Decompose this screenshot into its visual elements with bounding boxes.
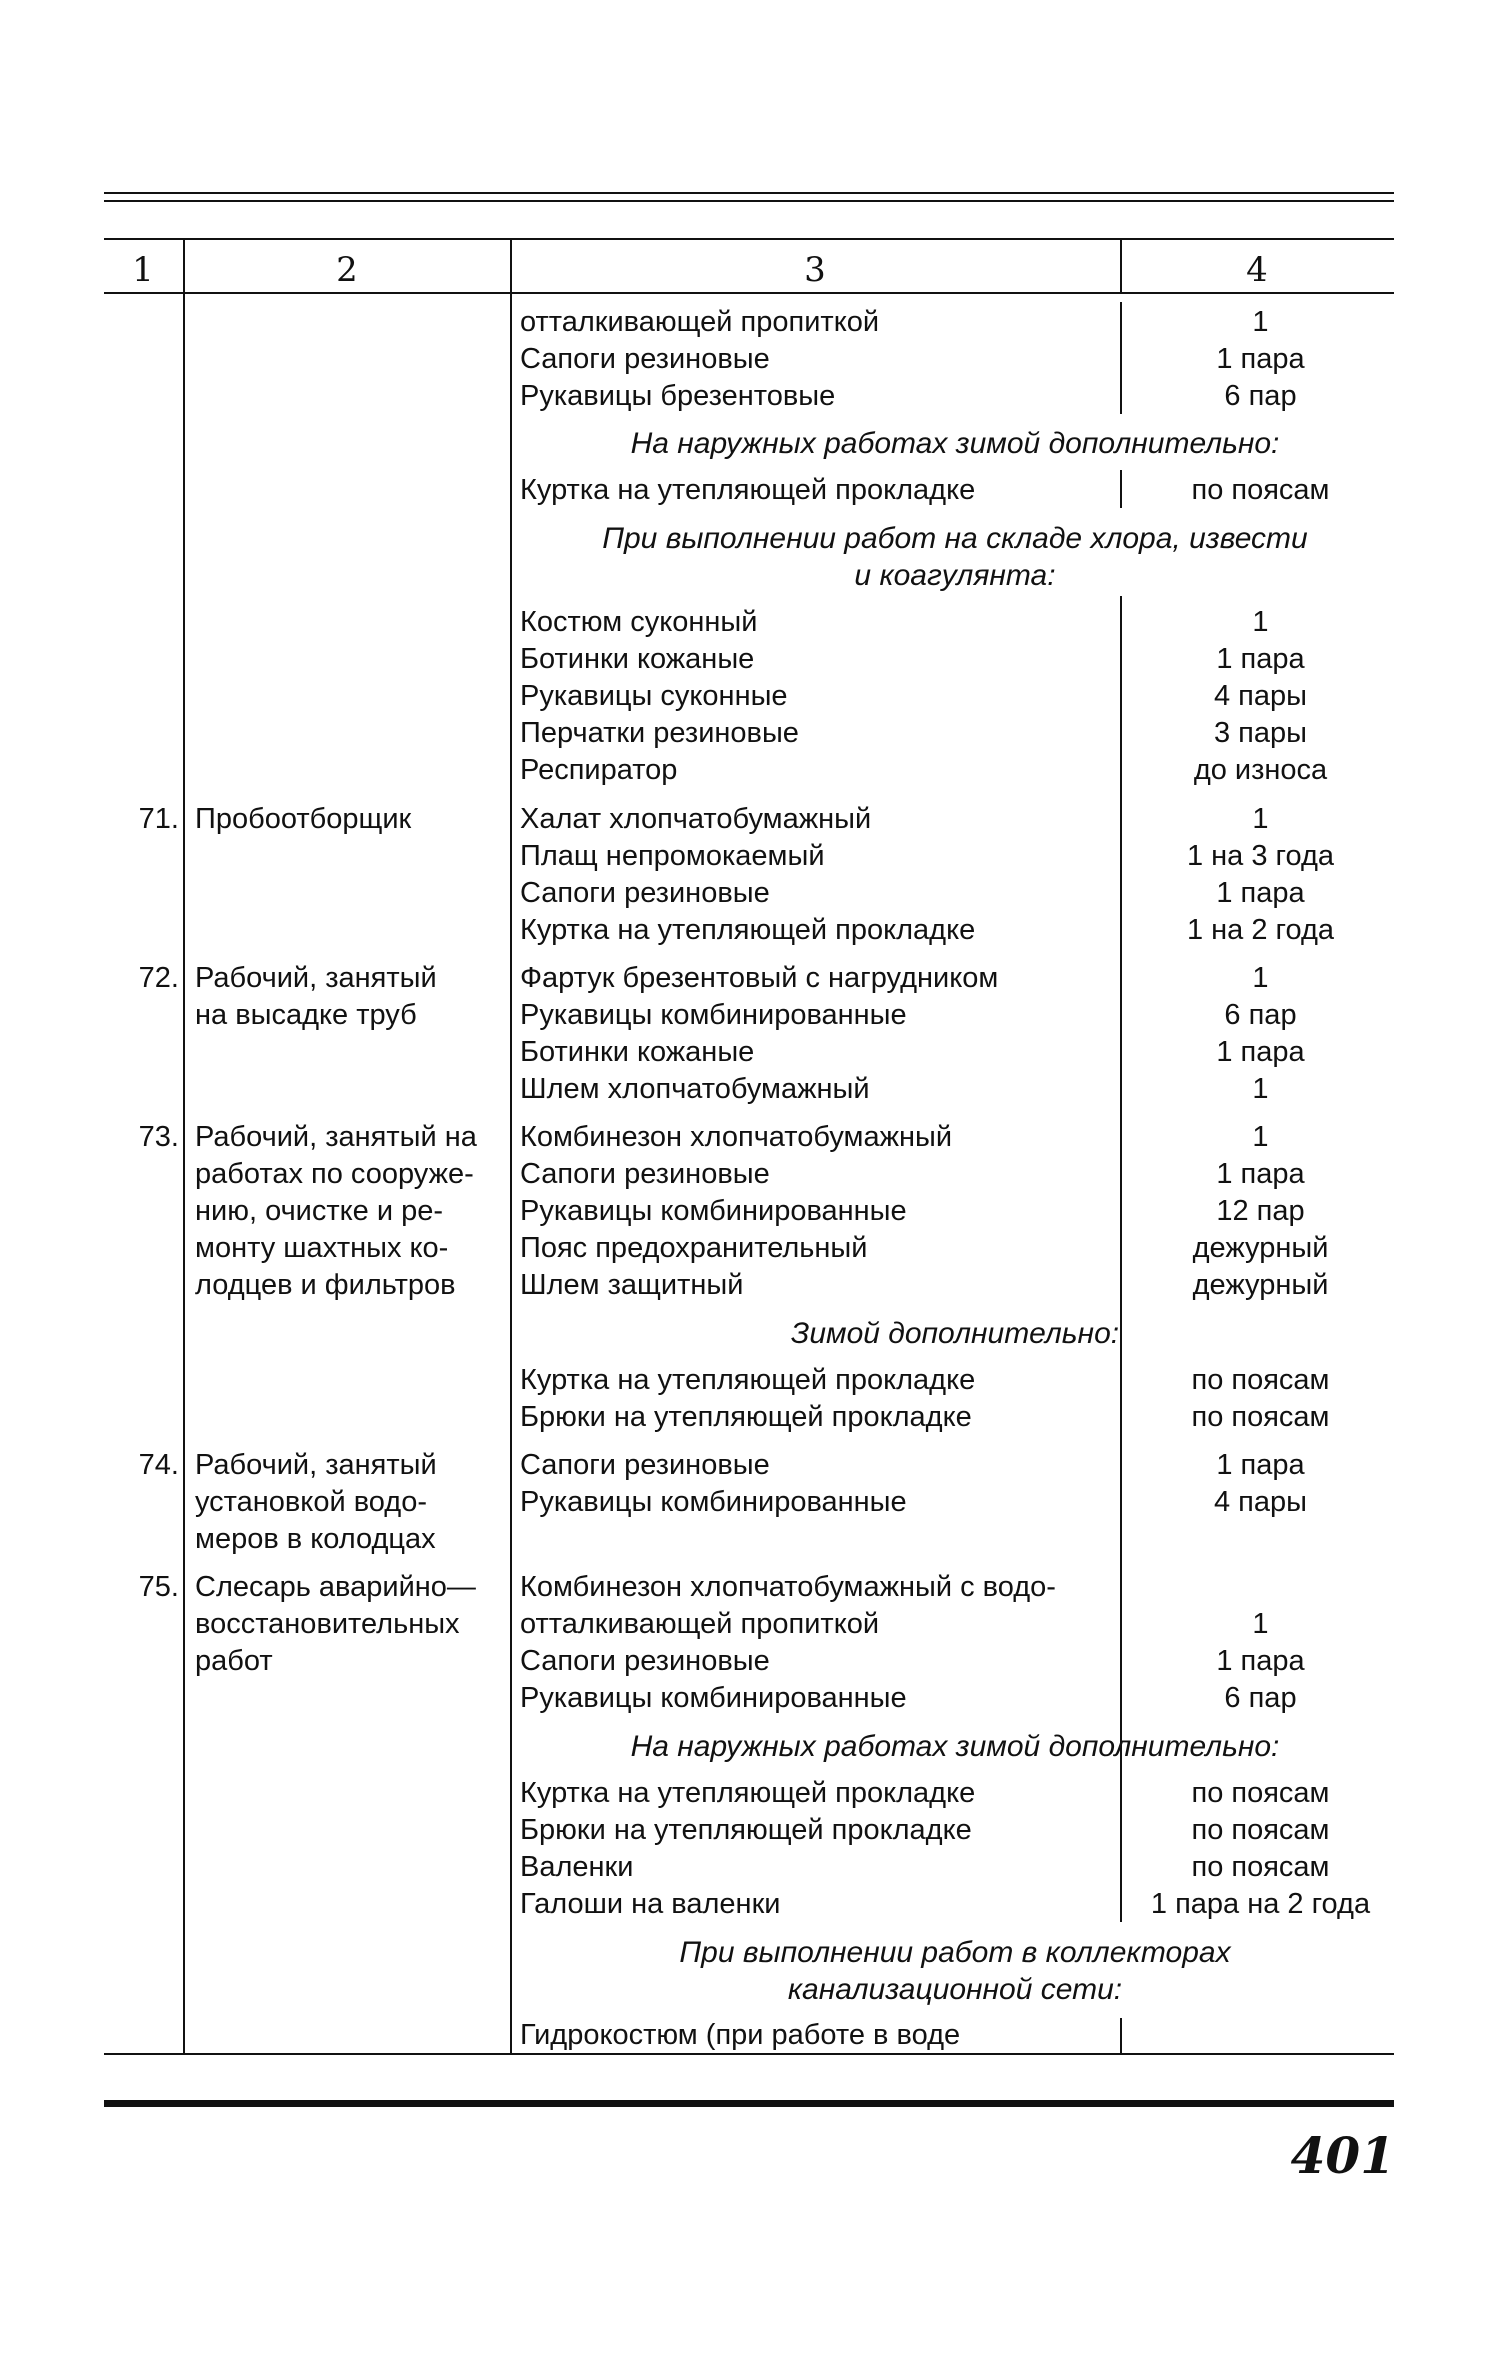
qty-cell: 1 [1252, 1073, 1269, 1105]
item-cell: Галоши на валенки [520, 1888, 781, 1920]
row-number: 72. [138, 962, 179, 994]
qty-cell: 1 [1252, 1608, 1269, 1640]
item-cell: Сапоги резиновые [520, 1645, 770, 1677]
qty-cell: 6 пар [1224, 999, 1297, 1031]
col-divider-3-header [1120, 240, 1122, 294]
col-divider-1 [183, 240, 185, 2055]
column-header-2: 2 [336, 250, 358, 290]
qty-cell: по поясам [1191, 1814, 1330, 1846]
subheading-sewer-line-2: канализационной сети: [787, 1973, 1123, 2006]
occupation-line: меров в колодцах [195, 1523, 436, 1555]
item-cell: Сапоги резиновые [520, 343, 770, 375]
item-cell: Сапоги резиновые [520, 1449, 770, 1481]
qty-cell: 6 пар [1224, 1682, 1297, 1714]
qty-cell: 4 пары [1214, 680, 1307, 712]
qty-cell: 1 [1252, 803, 1269, 835]
item-cell: Комбинезон хлопчатобумажный [520, 1121, 953, 1153]
item-cell: Рукавицы комбинированные [520, 1486, 907, 1518]
qty-cell: 1 пара [1216, 1158, 1305, 1190]
qty-cell: по поясам [1191, 1777, 1330, 1809]
qty-cell: 1 пара на 2 года [1150, 1888, 1371, 1920]
item-cell: Плащ непромокаемый [520, 840, 825, 872]
col-divider-2 [510, 240, 512, 2055]
item-cell: Сапоги резиновые [520, 1158, 770, 1190]
item-cell: Гидрокостюм (при работе в воде [520, 2019, 961, 2051]
qty-cell: 1 пара [1216, 1645, 1305, 1677]
row-number: 73. [138, 1121, 179, 1153]
item-cell: Комбинезон хлопчатобумажный с водо- [520, 1571, 1056, 1603]
qty-cell: дежурный [1192, 1232, 1329, 1264]
occupation-line: на высадке труб [195, 999, 417, 1031]
item-cell: Рукавицы комбинированные [520, 999, 907, 1031]
item-cell: Куртка на утепляющей прокладке [520, 474, 976, 506]
row-number: 75. [138, 1571, 179, 1603]
qty-cell: до износа [1193, 754, 1328, 786]
item-cell: Пояс предохранительный [520, 1232, 868, 1264]
occupation-line: Пробоотборщик [195, 803, 412, 835]
qty-cell: 1 [1252, 962, 1269, 994]
column-header-4: 4 [1246, 250, 1268, 290]
item-cell: Брюки на утепляющей прокладке [520, 1401, 972, 1433]
qty-cell: 1 пара [1216, 343, 1305, 375]
qty-cell: по поясам [1191, 474, 1330, 506]
qty-cell: дежурный [1192, 1269, 1329, 1301]
item-cell: Рукавицы брезентовые [520, 380, 836, 412]
occupation-line: установкой водо- [195, 1486, 427, 1518]
item-cell: Респиратор [520, 754, 678, 786]
qty-cell: по поясам [1191, 1401, 1330, 1433]
qty-separator [1120, 596, 1122, 1806]
item-cell: Рукавицы суконные [520, 680, 788, 712]
item-cell: Шлем хлопчатобумажный [520, 1073, 870, 1105]
item-cell: Брюки на утепляющей прокладке [520, 1814, 972, 1846]
occupation-line: Рабочий, занятый [195, 1449, 437, 1481]
qty-cell: 1 на 3 года [1186, 840, 1335, 872]
item-cell: Куртка на утепляющей прокладке [520, 1364, 976, 1396]
item-cell: Шлем защитный [520, 1269, 744, 1301]
qty-cell: 1 [1252, 306, 1269, 338]
occupation-line: нию, очистке и ре- [195, 1195, 444, 1227]
qty-cell: 6 пар [1224, 380, 1297, 412]
occupation-line: Рабочий, занятый [195, 962, 437, 994]
item-cell: Халат хлопчатобумажный [520, 803, 872, 835]
subheading-chlorine-line-2: и коагулянта: [854, 559, 1056, 592]
item-cell: отталкивающей пропиткой [520, 1608, 880, 1640]
qty-cell: 4 пары [1214, 1486, 1307, 1518]
occupation-line: работ [195, 1645, 273, 1677]
qty-separator [1120, 2018, 1122, 2055]
column-header-3: 3 [804, 250, 826, 290]
item-cell: отталкивающей пропиткой [520, 306, 880, 338]
qty-cell: 3 пары [1214, 717, 1307, 749]
qty-separator [1120, 1772, 1122, 1922]
occupation-line: лодцев и фильтров [195, 1269, 456, 1301]
column-header-1: 1 [132, 250, 154, 290]
item-cell: Рукавицы комбинированные [520, 1195, 907, 1227]
footer-rule [104, 2100, 1394, 2107]
item-cell: Куртка на утепляющей прокладке [520, 1777, 976, 1809]
qty-cell: по поясам [1191, 1364, 1330, 1396]
occupation-line: монту шахтных ко- [195, 1232, 449, 1264]
occupation-line: работах по сооруже- [195, 1158, 474, 1190]
subheading-sewer-line-1: При выполнении работ в коллекторах [679, 1936, 1231, 1969]
qty-cell: 1 на 2 года [1186, 914, 1335, 946]
subheading-chlorine-line-1: При выполнении работ на складе хлора, извести [602, 522, 1308, 555]
occupation-line: восстановительных [195, 1608, 460, 1640]
header-top-rule [104, 238, 1394, 240]
item-cell: Рукавицы комбинированные [520, 1682, 907, 1714]
subheading-winter: Зимой дополнительно: [790, 1317, 1120, 1350]
qty-cell: 1 пара [1216, 1036, 1305, 1068]
item-cell: Ботинки кожаные [520, 643, 755, 675]
item-cell: Куртка на утепляющей прокладке [520, 914, 976, 946]
page-number: 401 [1290, 2126, 1395, 2185]
subheading-winter-outdoor: На наружных работах зимой дополнительно: [630, 427, 1280, 460]
qty-cell: 1 пара [1216, 643, 1305, 675]
item-cell: Костюм суконный [520, 606, 758, 638]
item-cell: Фартук брезентовый с нагрудником [520, 962, 999, 994]
top-double-rule-1 [104, 192, 1394, 194]
qty-cell: по поясам [1191, 1851, 1330, 1883]
qty-cell: 1 пара [1216, 877, 1305, 909]
item-cell: Сапоги резиновые [520, 877, 770, 909]
qty-cell: 1 [1252, 1121, 1269, 1153]
qty-cell: 1 пара [1216, 1449, 1305, 1481]
qty-separator [1120, 470, 1122, 508]
row-number: 74. [138, 1449, 179, 1481]
item-cell: Ботинки кожаные [520, 1036, 755, 1068]
subheading-winter-outdoor: На наружных работах зимой дополнительно: [630, 1730, 1280, 1763]
item-cell: Валенки [520, 1851, 634, 1883]
occupation-line: Рабочий, занятый на [195, 1121, 477, 1153]
qty-cell: 12 пар [1216, 1195, 1305, 1227]
occupation-line: Слесарь аварийно— [195, 1571, 476, 1603]
top-double-rule-2 [104, 200, 1394, 202]
item-cell: Перчатки резиновые [520, 717, 799, 749]
header-bottom-rule [104, 292, 1394, 294]
row-number: 71. [138, 803, 179, 835]
qty-separator [1120, 302, 1122, 414]
qty-cell: 1 [1252, 606, 1269, 638]
